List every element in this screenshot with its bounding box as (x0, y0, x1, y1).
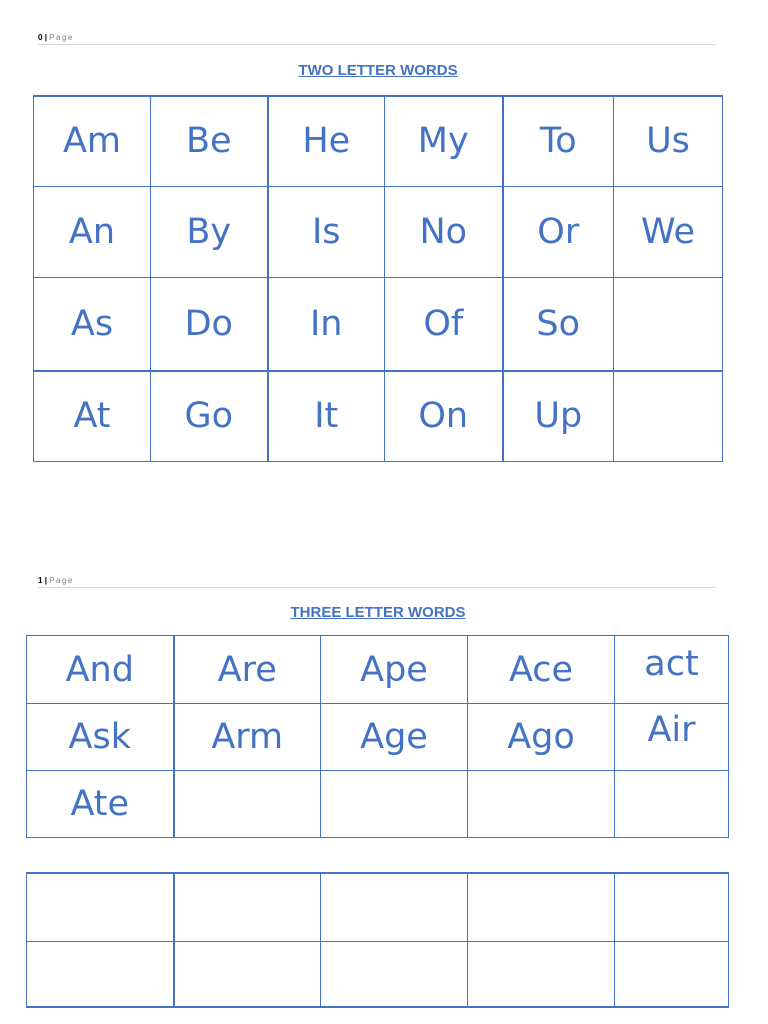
word-cell: Age (321, 704, 468, 771)
word-cell: Ape (321, 636, 468, 704)
two-letter-words-title: TWO LETTER WORDS (298, 62, 458, 79)
three-letter-words-title: THREE LETTER WORDS (290, 604, 466, 621)
word-cell: Of (385, 277, 503, 371)
word-cell: Air (615, 704, 729, 771)
word-cell: Is (268, 186, 385, 277)
word-cell: We (614, 186, 723, 277)
word-cell (468, 771, 615, 838)
word-cell: Are (174, 636, 321, 704)
page-number: 0 (38, 33, 43, 42)
table-row (27, 636, 729, 704)
page-header-1 (38, 577, 716, 588)
table-row (27, 941, 729, 1007)
word-cell: Ask (27, 704, 174, 771)
word-cell (321, 771, 468, 838)
page-label: Page (49, 33, 74, 42)
empty-words-table (26, 872, 729, 1008)
word-cell (614, 277, 723, 371)
word-cell: Ace (468, 636, 615, 704)
empty-cell (174, 941, 321, 1007)
table-row (27, 873, 729, 941)
word-cell: And (27, 636, 174, 704)
empty-cell (174, 873, 321, 941)
word-cell: In (268, 277, 385, 371)
word-cell: Ago (468, 704, 615, 771)
word-cell: Us (614, 96, 723, 186)
word-cell: Arm (174, 704, 321, 771)
empty-cell (321, 941, 468, 1007)
word-cell: act (615, 636, 729, 704)
table-row (27, 704, 729, 771)
word-cell: An (34, 186, 151, 277)
word-cell: My (385, 96, 503, 186)
word-cell: So (503, 277, 614, 371)
word-cell (614, 371, 723, 461)
table-row (34, 277, 723, 371)
page-separator: | (44, 33, 47, 42)
empty-cell (615, 941, 729, 1007)
word-cell: Ate (27, 771, 174, 838)
word-cell: Go (151, 371, 268, 461)
word-cell: To (503, 96, 614, 186)
word-cell (174, 771, 321, 838)
empty-cell (468, 873, 615, 941)
table-row (34, 186, 723, 277)
two-letter-words-table (33, 95, 723, 462)
word-cell: Do (151, 277, 268, 371)
empty-cell (468, 941, 615, 1007)
word-cell: He (268, 96, 385, 186)
word-cell: Am (34, 96, 151, 186)
empty-cell (321, 873, 468, 941)
page-label: Page (49, 576, 74, 585)
word-cell: Up (503, 371, 614, 461)
word-cell: Or (503, 186, 614, 277)
word-cell: At (34, 371, 151, 461)
word-cell: Be (151, 96, 268, 186)
empty-cell (27, 941, 174, 1007)
word-cell (615, 771, 729, 838)
three-letter-words-table (26, 635, 729, 838)
word-cell: It (268, 371, 385, 461)
word-cell: On (385, 371, 503, 461)
table-row (34, 96, 723, 186)
empty-cell (615, 873, 729, 941)
page-number: 1 (38, 576, 43, 585)
word-cell: No (385, 186, 503, 277)
empty-cell (27, 873, 174, 941)
word-cell: As (34, 277, 151, 371)
page-separator: | (44, 576, 47, 585)
page-header-0 (38, 34, 716, 45)
word-cell: By (151, 186, 268, 277)
table-row (34, 371, 723, 461)
table-row (27, 771, 729, 838)
